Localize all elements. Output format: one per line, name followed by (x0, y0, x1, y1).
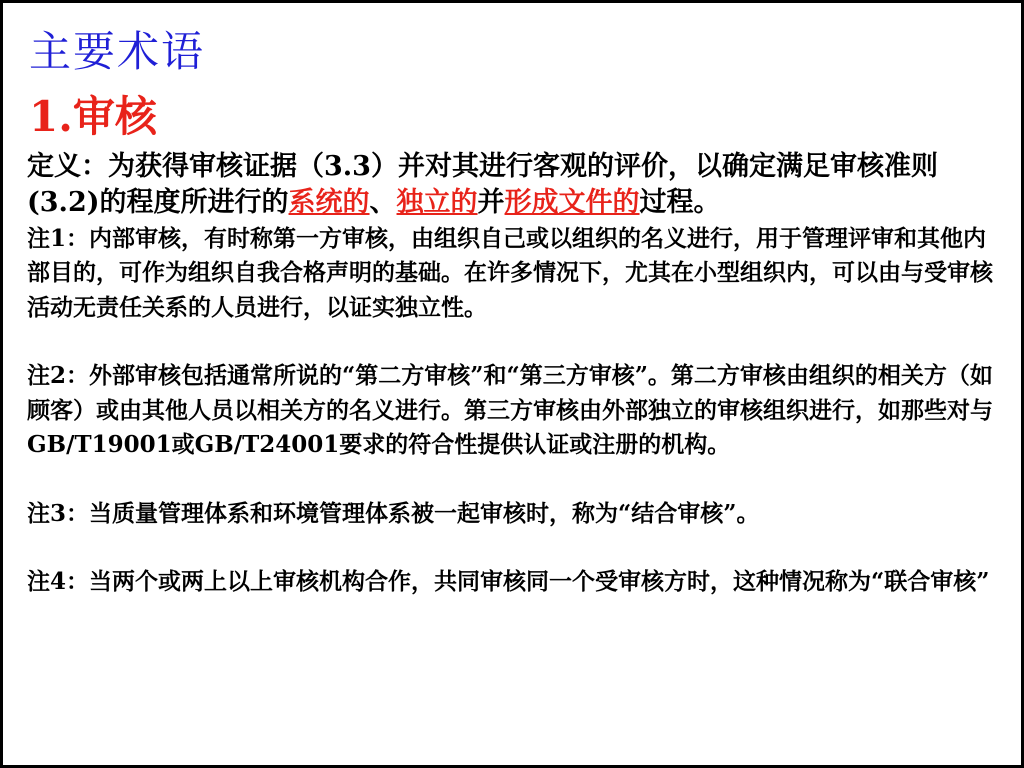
definition-paragraph (27, 149, 999, 222)
slide-body (27, 149, 999, 600)
spacer (27, 325, 999, 359)
note-1: 注1：内部审核，有时称第一方审核，由组织自己或以组织的名义进行，用于管理评审和其他内部目的，可作为组织自我合格声明的基础。在许多情况下，尤其在小型组织内，可以由与受审核活动无责任关系的人员进行，以证实独立性。 (27, 224, 993, 321)
note-3: 注3：当质量管理体系和环境管理体系被一起审核时，称为“结合审核”。 (27, 499, 760, 527)
separator-text: 、 (369, 187, 397, 219)
note-4: 注4：当两个或两上以上审核机构合作，共同审核同一个受审核方时，这种情况称为“联合审核” (27, 568, 990, 596)
definition-text: 定义：为获得审核证据（3.3）并对其进行客观的评价，以确定满足审核准则(3.2)的程度所进行的 (27, 151, 938, 219)
separator-text: 并 (477, 187, 505, 219)
definition-ending: 过程。 (639, 187, 721, 219)
note-2: 注2：外部审核包括通常所说的“第二方审核”和“第三方审核”。第二方审核由组织的相关方（如 顾客）或由其他人员以相关方的名义进行。第三方审核由外部独立的审核组织进行，如那些对与GB/T19001或GB/T24001要求的符合性提供认证或注册的机构。 (27, 362, 993, 459)
spacer (27, 463, 999, 497)
section-heading: 1.审核 (29, 92, 157, 141)
emphasis-documented: 形成文件的 (504, 187, 640, 219)
emphasis-independent: 独立的 (396, 187, 478, 219)
slide-title: 主要术语 (29, 27, 206, 76)
emphasis-systematic: 系统的 (288, 187, 370, 219)
spacer (27, 531, 999, 565)
